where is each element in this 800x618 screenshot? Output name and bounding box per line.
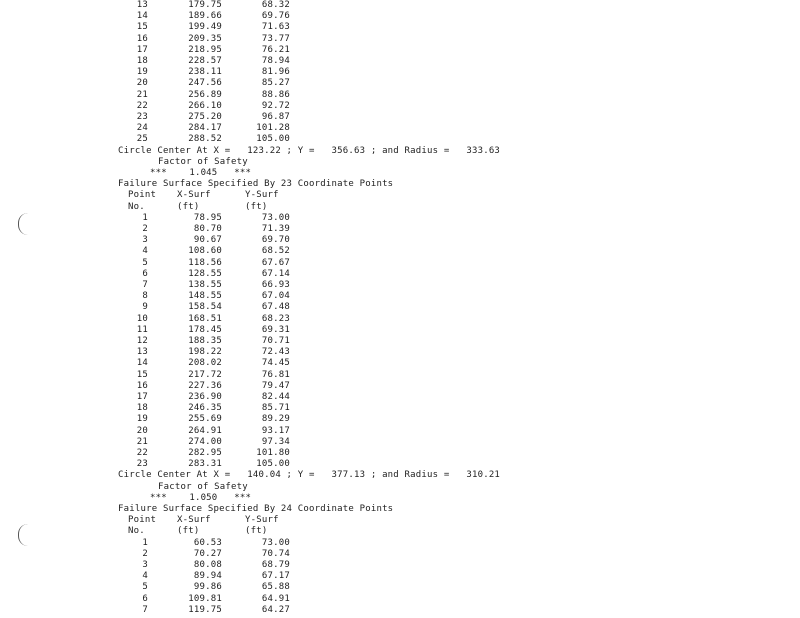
header-x-surf: X-Surf: [177, 515, 211, 526]
y-surf-value: 81.96: [261, 67, 290, 78]
header-x-surf: (ft): [177, 201, 200, 212]
y-surf-value: 79.47: [261, 380, 290, 391]
x-surf-value: 148.55: [188, 291, 222, 302]
x-surf-value: 275.20: [188, 112, 222, 122]
x-surf-value: 288.52: [188, 134, 222, 145]
x-surf-value: 218.95: [188, 44, 222, 55]
x-surf-value: 80.70: [193, 224, 222, 234]
point-number: 6: [142, 268, 148, 279]
y-surf-value: 68.52: [261, 246, 290, 257]
y-surf-value: 69.70: [261, 235, 290, 246]
x-surf-value: 99.86: [193, 582, 222, 593]
x-surf-value: 138.55: [188, 280, 222, 290]
y-surf-value: 93.17: [261, 425, 290, 436]
x-surf-value: 282.95: [188, 448, 222, 458]
point-number: 19: [136, 414, 148, 425]
y-surf-value: 67.14: [261, 268, 290, 279]
point-number: 22: [136, 448, 148, 458]
point-number: 16: [136, 380, 148, 391]
x-surf-value: 109.81: [188, 593, 222, 604]
x-surf-value: 238.11: [188, 67, 222, 78]
circle-center-text: Circle Center At X = 140.04 ; Y = 377.13 ; and Radius = 310.21: [118, 470, 501, 481]
y-surf-value: 67.04: [261, 291, 290, 302]
x-surf-value: 179.75: [188, 0, 222, 10]
y-surf-value: 65.88: [261, 582, 290, 593]
point-number: 23: [136, 112, 148, 122]
x-surf-value: 60.53: [193, 537, 222, 548]
point-number: 4: [142, 571, 148, 582]
point-number: 8: [142, 291, 148, 302]
factor-of-safety-value-text: *** 1.045 ***: [150, 168, 252, 178]
header-y-surf: (ft): [245, 201, 268, 212]
point-number: 18: [136, 403, 148, 414]
point-number: 10: [136, 313, 148, 324]
point-number: 24: [136, 123, 148, 134]
x-surf-value: 89.94: [193, 571, 222, 582]
x-surf-value: 198.22: [188, 347, 222, 358]
x-surf-value: 246.35: [188, 403, 222, 414]
point-number: 14: [136, 11, 148, 22]
header-point: No.: [128, 526, 145, 537]
y-surf-value: 71.39: [261, 224, 290, 234]
x-surf-value: 168.51: [188, 313, 222, 324]
point-number: 18: [136, 56, 148, 66]
x-surf-value: 108.60: [188, 246, 222, 257]
point-number: 19: [136, 67, 148, 78]
y-surf-value: 69.76: [261, 11, 290, 22]
point-number: 11: [136, 324, 148, 335]
x-surf-value: 90.67: [193, 235, 222, 246]
x-surf-value: 247.56: [188, 78, 222, 89]
x-surf-value: 78.95: [193, 212, 222, 223]
y-surf-value: 69.31: [261, 324, 290, 335]
x-surf-value: 189.66: [188, 11, 222, 22]
y-surf-value: 68.23: [261, 313, 290, 324]
y-surf-value: 67.17: [261, 571, 290, 582]
factor-of-safety-value-text: *** 1.050 ***: [150, 492, 252, 503]
x-surf-value: 80.08: [193, 560, 222, 570]
y-surf-value: 70.74: [261, 548, 290, 559]
circle-center-text: Circle Center At X = 123.22 ; Y = 356.63 ; and Radius = 333.63: [118, 145, 501, 156]
header-x-surf: (ft): [177, 526, 200, 537]
x-surf-value: 256.89: [188, 89, 222, 100]
x-surf-value: 283.31: [188, 459, 222, 470]
header-point: Point: [128, 190, 157, 201]
left-bracket-mark-upper: [18, 213, 29, 235]
point-number: 21: [136, 436, 148, 447]
failure-surface-title: Failure Surface Specified By 23 Coordinate Points: [118, 179, 394, 190]
y-surf-value: 74.45: [261, 358, 290, 369]
point-number: 6: [142, 593, 148, 604]
y-surf-value: 67.48: [261, 302, 290, 313]
left-bracket-mark-lower: [18, 524, 29, 546]
point-number: 4: [142, 246, 148, 257]
y-surf-value: 64.27: [261, 604, 290, 615]
point-number: 7: [142, 604, 148, 615]
point-number: 7: [142, 280, 148, 290]
point-number: 17: [136, 392, 148, 402]
y-surf-value: 70.71: [261, 336, 290, 346]
factor-of-safety-label-text: Factor of Safety: [158, 481, 248, 492]
point-number: 17: [136, 44, 148, 55]
x-surf-value: 178.45: [188, 324, 222, 335]
point-number: 15: [136, 369, 148, 380]
y-surf-value: 82.44: [261, 392, 290, 402]
y-surf-value: 66.93: [261, 280, 290, 290]
y-surf-value: 73.77: [261, 33, 290, 44]
x-surf-value: 284.17: [188, 123, 222, 134]
point-number: 2: [142, 224, 148, 234]
point-number: 15: [136, 22, 148, 33]
point-number: 13: [136, 0, 148, 10]
point-number: 3: [142, 560, 148, 570]
y-surf-value: 92.72: [261, 100, 290, 111]
x-surf-value: 227.36: [188, 380, 222, 391]
y-surf-value: 64.91: [261, 593, 290, 604]
point-number: 13: [136, 347, 148, 358]
y-surf-value: 68.32: [261, 0, 290, 10]
x-surf-value: 128.55: [188, 268, 222, 279]
y-surf-value: 67.67: [261, 257, 290, 268]
point-number: 12: [136, 336, 148, 346]
y-surf-value: 73.00: [261, 212, 290, 223]
y-surf-value: 101.80: [256, 448, 290, 458]
y-surf-value: 85.71: [261, 403, 290, 414]
y-surf-value: 73.00: [261, 537, 290, 548]
point-number: 1: [142, 537, 148, 548]
header-y-surf: Y-Surf: [245, 515, 279, 526]
y-surf-value: 71.63: [261, 22, 290, 33]
header-point: Point: [128, 515, 157, 526]
y-surf-value: 105.00: [256, 134, 290, 145]
header-y-surf: (ft): [245, 526, 268, 537]
x-surf-value: 236.90: [188, 392, 222, 402]
point-number: 20: [136, 425, 148, 436]
header-x-surf: X-Surf: [177, 190, 211, 201]
x-surf-value: 217.72: [188, 369, 222, 380]
failure-surface-title: Failure Surface Specified By 24 Coordinate Points: [118, 504, 394, 514]
y-surf-value: 78.94: [261, 56, 290, 66]
y-surf-value: 68.79: [261, 560, 290, 570]
x-surf-value: 208.02: [188, 358, 222, 369]
x-surf-value: 209.35: [188, 33, 222, 44]
y-surf-value: 97.34: [261, 436, 290, 447]
y-surf-value: 76.21: [261, 44, 290, 55]
x-surf-value: 266.10: [188, 100, 222, 111]
point-number: 2: [142, 548, 148, 559]
point-number: 9: [142, 302, 148, 313]
x-surf-value: 158.54: [188, 302, 222, 313]
x-surf-value: 118.56: [188, 257, 222, 268]
y-surf-value: 89.29: [261, 414, 290, 425]
y-surf-value: 76.81: [261, 369, 290, 380]
x-surf-value: 274.00: [188, 436, 222, 447]
y-surf-value: 101.28: [256, 123, 290, 134]
point-number: 23: [136, 459, 148, 470]
point-number: 1: [142, 212, 148, 223]
y-surf-value: 96.87: [261, 112, 290, 122]
point-number: 20: [136, 78, 148, 89]
y-surf-value: 88.86: [261, 89, 290, 100]
x-surf-value: 188.35: [188, 336, 222, 346]
factor-of-safety-label-text: Factor of Safety: [158, 156, 248, 167]
point-number: 22: [136, 100, 148, 111]
header-y-surf: Y-Surf: [245, 190, 279, 201]
header-point: No.: [128, 201, 145, 212]
point-number: 5: [142, 582, 148, 593]
x-surf-value: 119.75: [188, 604, 222, 615]
point-number: 16: [136, 33, 148, 44]
y-surf-value: 105.00: [256, 459, 290, 470]
point-number: 14: [136, 358, 148, 369]
x-surf-value: 264.91: [188, 425, 222, 436]
y-surf-value: 85.27: [261, 78, 290, 89]
y-surf-value: 72.43: [261, 347, 290, 358]
point-number: 5: [142, 257, 148, 268]
point-number: 3: [142, 235, 148, 246]
point-number: 25: [136, 134, 148, 145]
x-surf-value: 199.49: [188, 22, 222, 33]
point-number: 21: [136, 89, 148, 100]
x-surf-value: 228.57: [188, 56, 222, 66]
x-surf-value: 70.27: [193, 548, 222, 559]
x-surf-value: 255.69: [188, 414, 222, 425]
